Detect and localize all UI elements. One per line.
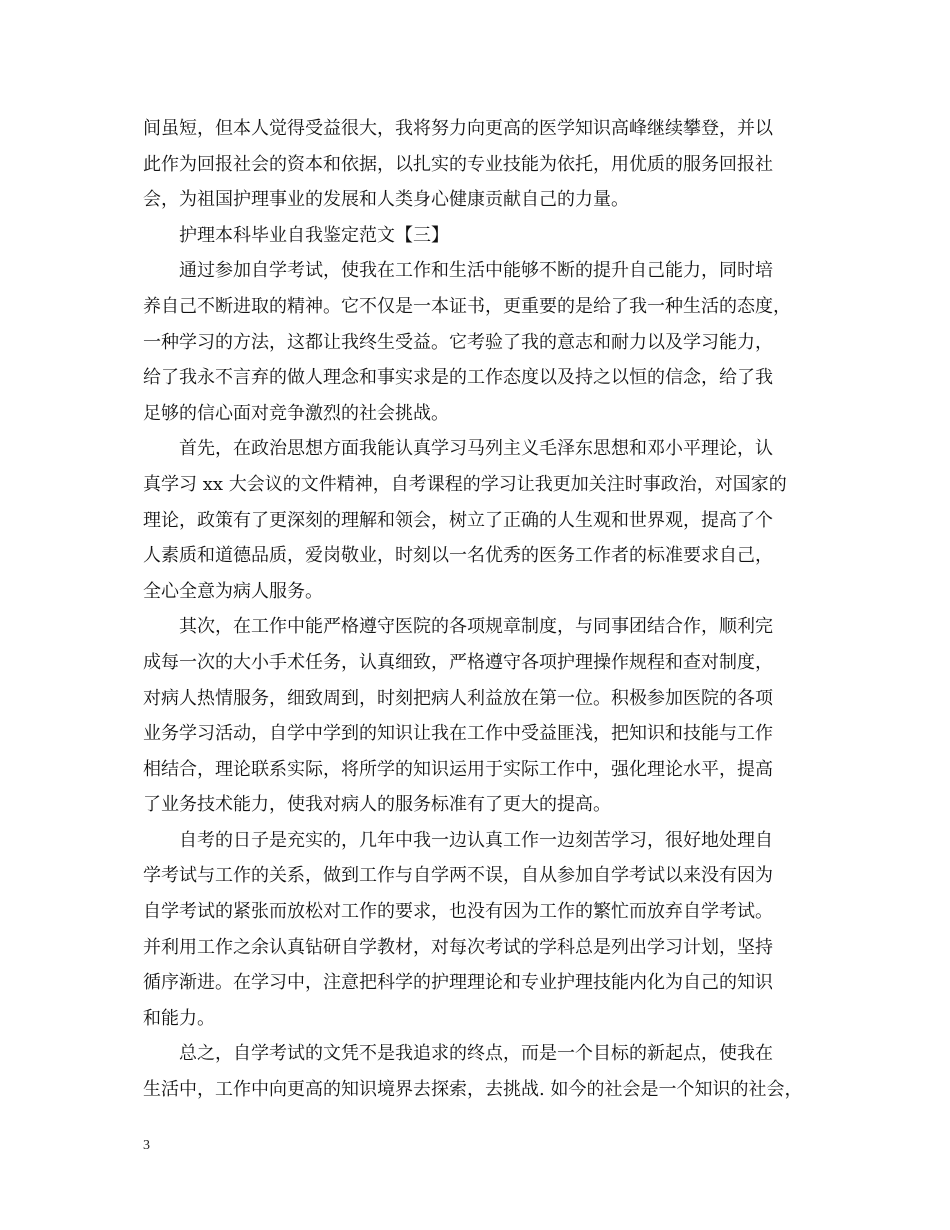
text-line: 给了我永不言弃的做人理念和事实求是的工作态度以及持之以恒的信念，给了我	[143, 367, 773, 389]
text-line: 通过参加自学考试，使我在工作和生活中能够不断的提升自己能力，同时培	[179, 260, 773, 282]
text-line: 首先，在政治思想方面我能认真学习马列主义毛泽东思想和邓小平理论，认	[179, 438, 773, 460]
text-line: 会，为祖国护理事业的发展和人类身心健康贡献自己的力量。	[143, 189, 629, 211]
section-heading: 护理本科毕业自我鉴定范文【三】	[179, 224, 449, 246]
text-line: 自考的日子是充实的，几年中我一边认真工作一边刻苦学习，很好地处理自	[179, 829, 773, 851]
text-line: 学考试与工作的关系，做到工作与自学两不误，自从参加自学考试以来没有因为	[143, 865, 773, 887]
text-line: 和能力。	[143, 1007, 215, 1029]
text-line: 此作为回报社会的资本和依据，以扎实的专业技能为依托，用优质的服务回报社	[143, 153, 773, 175]
text-line: 并利用工作之余认真钻研自学教材，对每次考试的学科总是列出学习计划，坚持	[143, 936, 773, 958]
text-line: 成每一次的大小手术任务，认真细致，严格遵守各项护理操作规程和查对制度，	[143, 651, 773, 673]
text-line: 足够的信心面对竞争激烈的社会挑战。	[143, 402, 449, 424]
text-line: 全心全意为病人服务。	[143, 580, 323, 602]
page-number: 3	[143, 1138, 150, 1153]
text-line: 总之，自学考试的文凭不是我追求的终点，而是一个目标的新起点，使我在	[179, 1043, 773, 1065]
text-line: 对病人热情服务，细致周到，时刻把病人利益放在第一位。积极参加医院的各项	[143, 687, 773, 709]
text-line: 理论，政策有了更深刻的理解和领会，树立了正确的人生观和世界观，提高了个	[143, 509, 773, 531]
text-line: 人素质和道德品质，爱岗敬业，时刻以一名优秀的医务工作者的标准要求自己，	[143, 545, 773, 567]
text-line: 了业务技术能力，使我对病人的服务标准有了更大的提高。	[143, 794, 611, 816]
text-line: 养自己不断进取的精神。它不仅是一本证书，更重要的是给了我一种生活的态度，	[143, 295, 791, 317]
text-line: 生活中，工作中向更高的知识境界去探索，去挑战. 如今的社会是一个知识的社会，	[143, 1079, 803, 1101]
text-line: 自学考试的紧张而放松对工作的要求，也没有因为工作的繁忙而放弃自学考试。	[143, 901, 773, 923]
text-line: 一种学习的方法，这都让我终生受益。它考验了我的意志和耐力以及学习能力，	[143, 331, 773, 353]
text-line: 业务学习活动，自学中学到的知识让我在工作中受益匪浅，把知识和技能与工作	[143, 723, 773, 745]
text-line: 真学习 xx 大会议的文件精神，自考课程的学习让我更加关注时事政治，对国家的	[143, 473, 787, 495]
document-body	[143, 111, 820, 1108]
text-line: 循序渐进。在学习中，注意把科学的护理理论和专业护理技能内化为自己的知识	[143, 972, 773, 994]
text-line: 相结合，理论联系实际，将所学的知识运用于实际工作中，强化理论水平，提高	[143, 758, 773, 780]
text-line: 间虽短，但本人觉得受益很大，我将努力向更高的医学知识高峰继续攀登，并以	[143, 118, 773, 139]
text-line: 其次，在工作中能严格遵守医院的各项规章制度，与同事团结合作，顺利完	[179, 616, 773, 638]
